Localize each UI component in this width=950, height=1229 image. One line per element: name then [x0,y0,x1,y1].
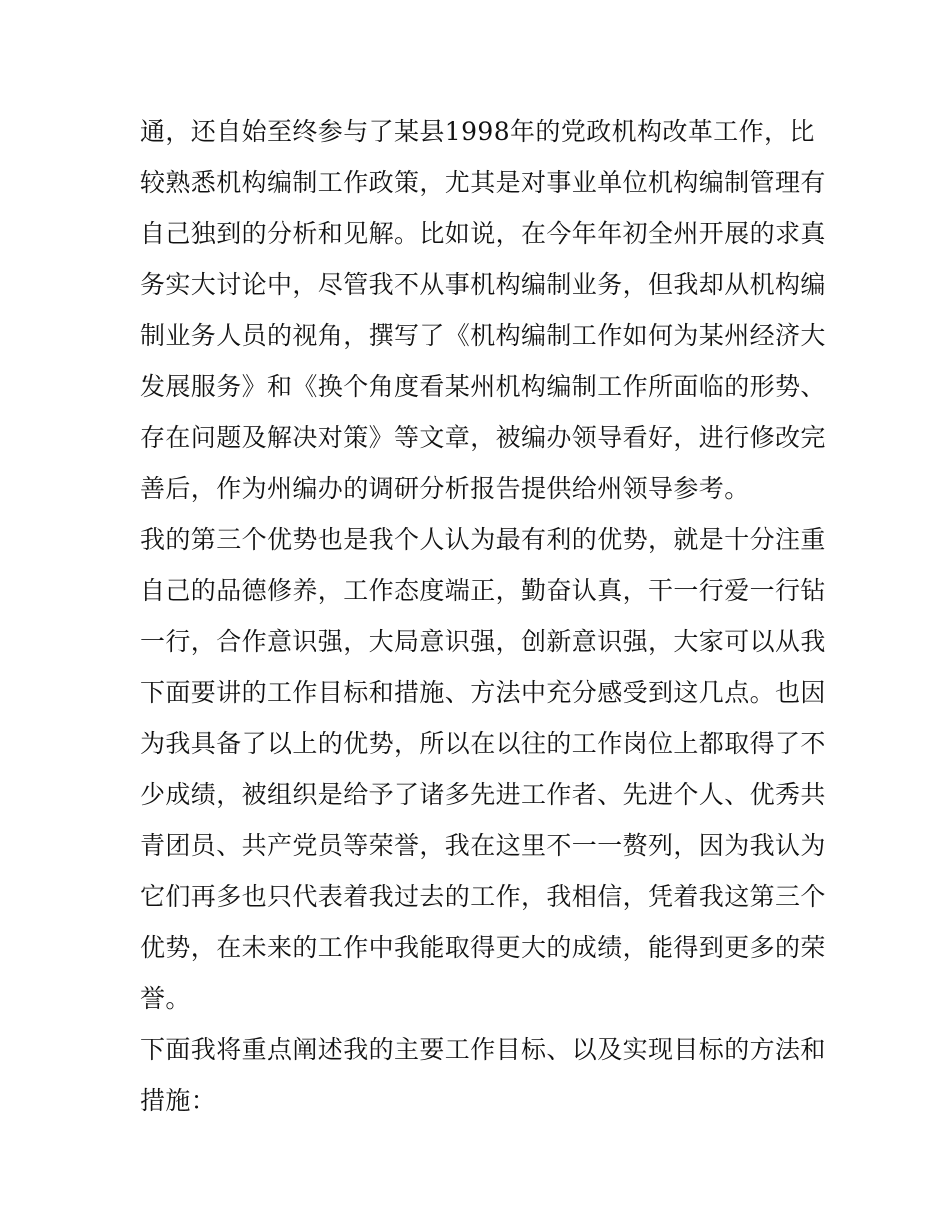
text-line: 我的第三个优势也是我个人认为最有利的优势，就是十分注重 [140,525,826,554]
text-line: 较熟悉机构编制工作政策，尤其是对事业单位机构编制管理有 [140,168,826,197]
text-line: 为我具备了以上的优势，所以在以往的工作岗位上都取得了不 [140,729,826,758]
text-line: 它们再多也只代表着我过去的工作，我相信，凭着我这第三个 [140,882,826,911]
text-line: 下面我将重点阐述我的主要工作目标、以及实现目标的方法和 [140,1035,826,1064]
text-line: 少成绩，被组织是给予了诸多先进工作者、先进个人、优秀共 [140,780,826,809]
text-line: 通，还自始至终参与了某县1998年的党政机构改革工作，比 [140,117,815,146]
text-line: 自己的品德修养，工作态度端正，勤奋认真，干一行爱一行钻 [140,576,826,605]
text-line: 善后，作为州编办的调研分析报告提供给州领导参考。 [140,474,750,503]
text-line: 青团员、共产党员等荣誉，我在这里不一一赘列，因为我认为 [140,831,826,860]
text-line: 制业务人员的视角，撰写了《机构编制工作如何为某州经济大 [140,321,826,350]
text-line: 措施： [140,1086,217,1115]
text-line: 自己独到的分析和见解。比如说，在今年年初全州开展的求真 [140,219,826,248]
text-line: 誉。 [140,984,191,1013]
text-line: 存在问题及解决对策》等文章，被编办领导看好，进行修改完 [140,423,826,452]
text-line: 一行，合作意识强，大局意识强，创新意识强，大家可以从我 [140,627,826,656]
text-line: 优势，在未来的工作中我能取得更大的成绩，能得到更多的荣 [140,933,826,962]
text-line: 发展服务》和《换个角度看某州机构编制工作所面临的形势、 [140,372,826,401]
document-body [140,106,826,1126]
text-line: 下面要讲的工作目标和措施、方法中充分感受到这几点。也因 [140,678,826,707]
text-line: 务实大讨论中，尽管我不从事机构编制业务，但我却从机构编 [140,270,826,299]
